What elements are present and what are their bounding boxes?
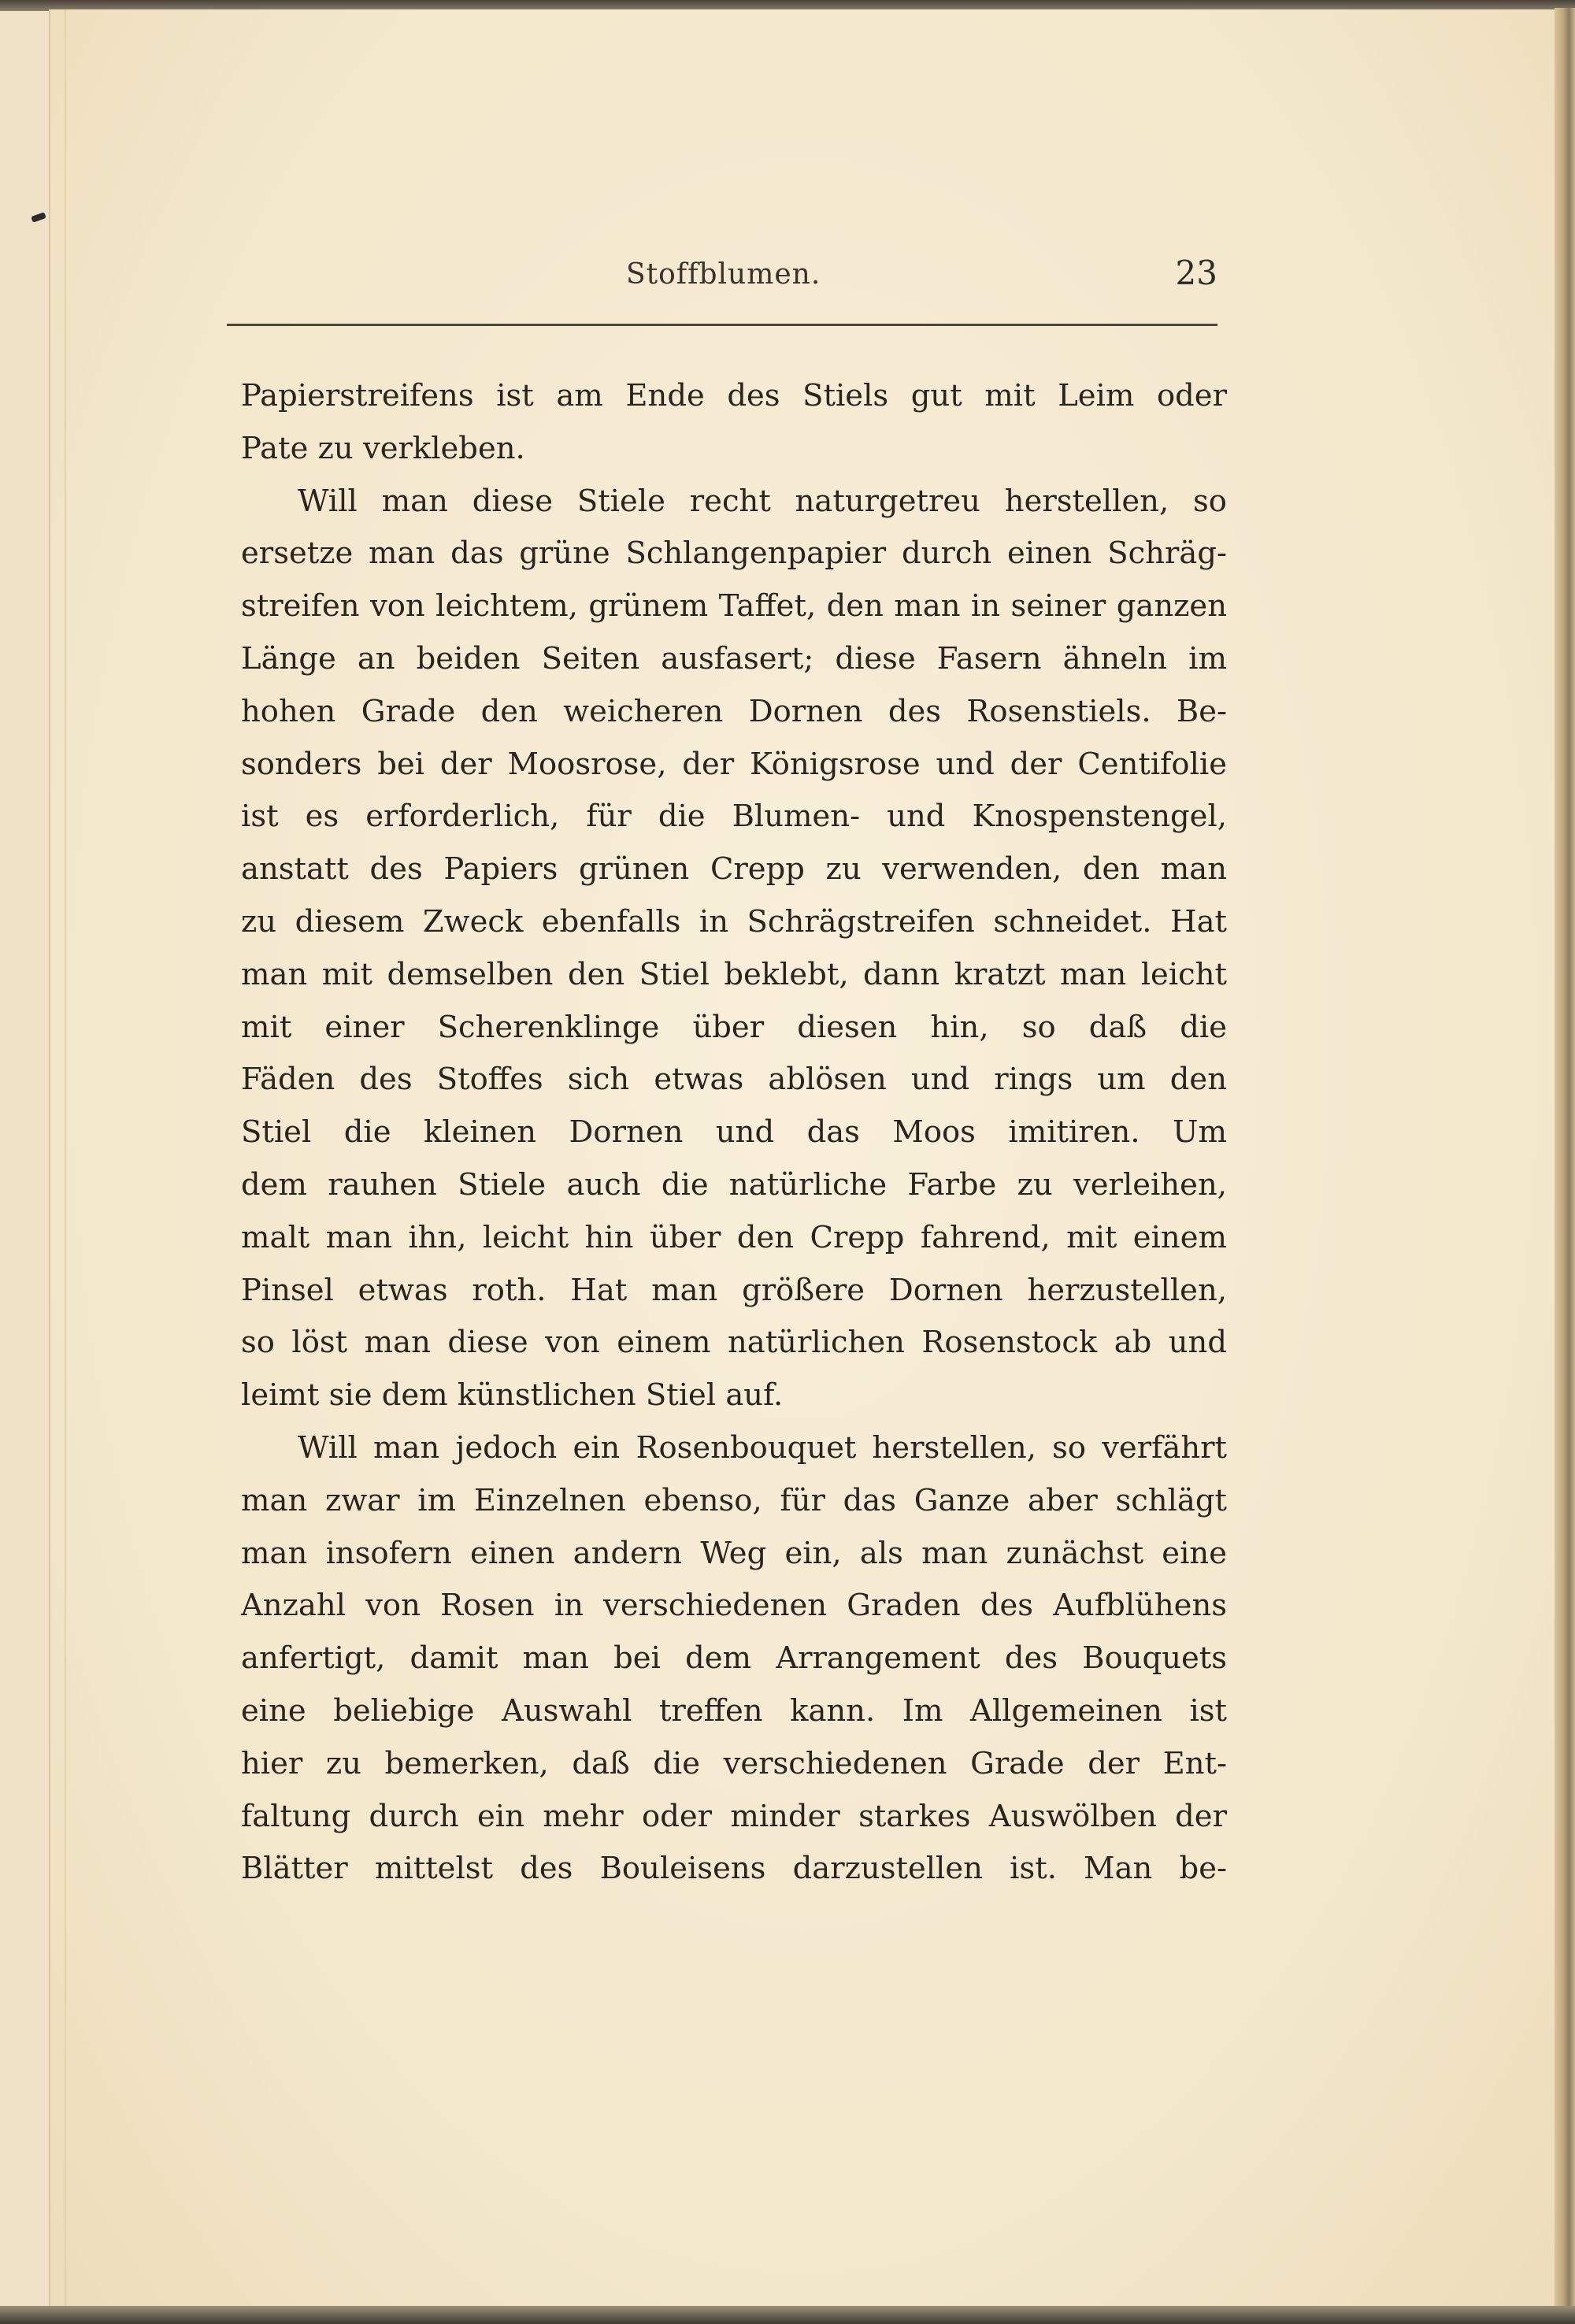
page-number: 23 bbox=[1175, 254, 1217, 292]
text-line: ersetze man das grüne Schlangenpapier durch einen Schräg- bbox=[241, 536, 1227, 572]
text-line: malt man ihn, leicht hin über den Crepp fahrend, mit einem bbox=[241, 1219, 1227, 1255]
text-line: mit einer Scherenklinge über diesen hin, so daß die bbox=[241, 1009, 1227, 1045]
text-line: Will man jedoch ein Rosenbouquet herstellen, so verfährt bbox=[298, 1429, 1227, 1466]
scan-bottom-edge bbox=[0, 2306, 1575, 2324]
running-title: Stoffblumen. bbox=[626, 258, 821, 291]
running-header bbox=[228, 254, 1217, 301]
page-gutter-edge bbox=[65, 9, 66, 2306]
text-line: Anzahl von Rosen in verschiedenen Graden des Aufblühens bbox=[241, 1588, 1227, 1624]
text-line: anstatt des Papiers grünen Crepp zu verwenden, den man bbox=[241, 851, 1227, 888]
text-line: eine beliebige Auswahl treffen kann. Im Allgemeinen ist bbox=[241, 1692, 1227, 1729]
text-line: Stiel die kleinen Dornen und das Moos imitiren. Um bbox=[241, 1114, 1227, 1151]
text-line: man insofern einen andern Weg ein, als man zunächst eine bbox=[241, 1535, 1227, 1571]
text-line: hier zu bemerken, daß die verschiedenen Grade der Ent- bbox=[241, 1745, 1227, 1781]
text-line: hohen Grade den weicheren Dornen des Rosenstiels. Be- bbox=[241, 693, 1227, 729]
text-line: zu diesem Zweck ebenfalls in Schrägstreifen schneidet. Hat bbox=[241, 903, 1227, 940]
text-line: man zwar im Einzelnen ebenso, für das Ganze aber schlägt bbox=[241, 1482, 1227, 1518]
text-line: Pate zu verkleben. bbox=[241, 430, 525, 466]
text-line: so löst man diese von einem natürlichen Rosenstock ab und bbox=[241, 1325, 1227, 1361]
text-line: leimt sie dem künstlichen Stiel auf. bbox=[241, 1377, 784, 1414]
text-line: Pinsel etwas roth. Hat man größere Dornen herzustellen, bbox=[241, 1272, 1227, 1308]
text-line: Blätter mittelst des Bouleisens darzustellen ist. Man be- bbox=[241, 1851, 1227, 1887]
text-line: Länge an beiden Seiten ausfasert; diese Fasern ähneln im bbox=[241, 640, 1227, 676]
text-line: man mit demselben den Stiel beklebt, dann kratzt man leicht bbox=[241, 956, 1227, 992]
text-line: Fäden des Stoffes sich etwas ablösen und rings um den bbox=[241, 1062, 1227, 1098]
text-line: sonders bei der Moosrose, der Königsrose und der Centifolie bbox=[241, 746, 1227, 782]
text-line: dem rauhen Stiele auch die natürliche Farbe zu verleihen, bbox=[241, 1166, 1227, 1203]
header-rule bbox=[227, 324, 1217, 326]
text-line: streifen von leichtem, grünem Taffet, den man in seiner ganzen bbox=[241, 588, 1227, 625]
page-fore-edge bbox=[1555, 8, 1575, 2307]
text-line: Will man diese Stiele recht naturgetreu herstellen, so bbox=[298, 483, 1227, 519]
text-line: anfertigt, damit man bei dem Arrangement des Bouquets bbox=[241, 1640, 1227, 1677]
body-text bbox=[241, 370, 1227, 1896]
text-line: ist es erforderlich, für die Blumen- und Knospenstengel, bbox=[241, 799, 1227, 835]
text-line: faltung durch ein mehr oder minder starkes Auswölben der bbox=[241, 1798, 1227, 1834]
text-line: Papierstreifens ist am Ende des Stiels gut mit Leim oder bbox=[241, 378, 1227, 413]
margin-mark bbox=[31, 212, 46, 223]
